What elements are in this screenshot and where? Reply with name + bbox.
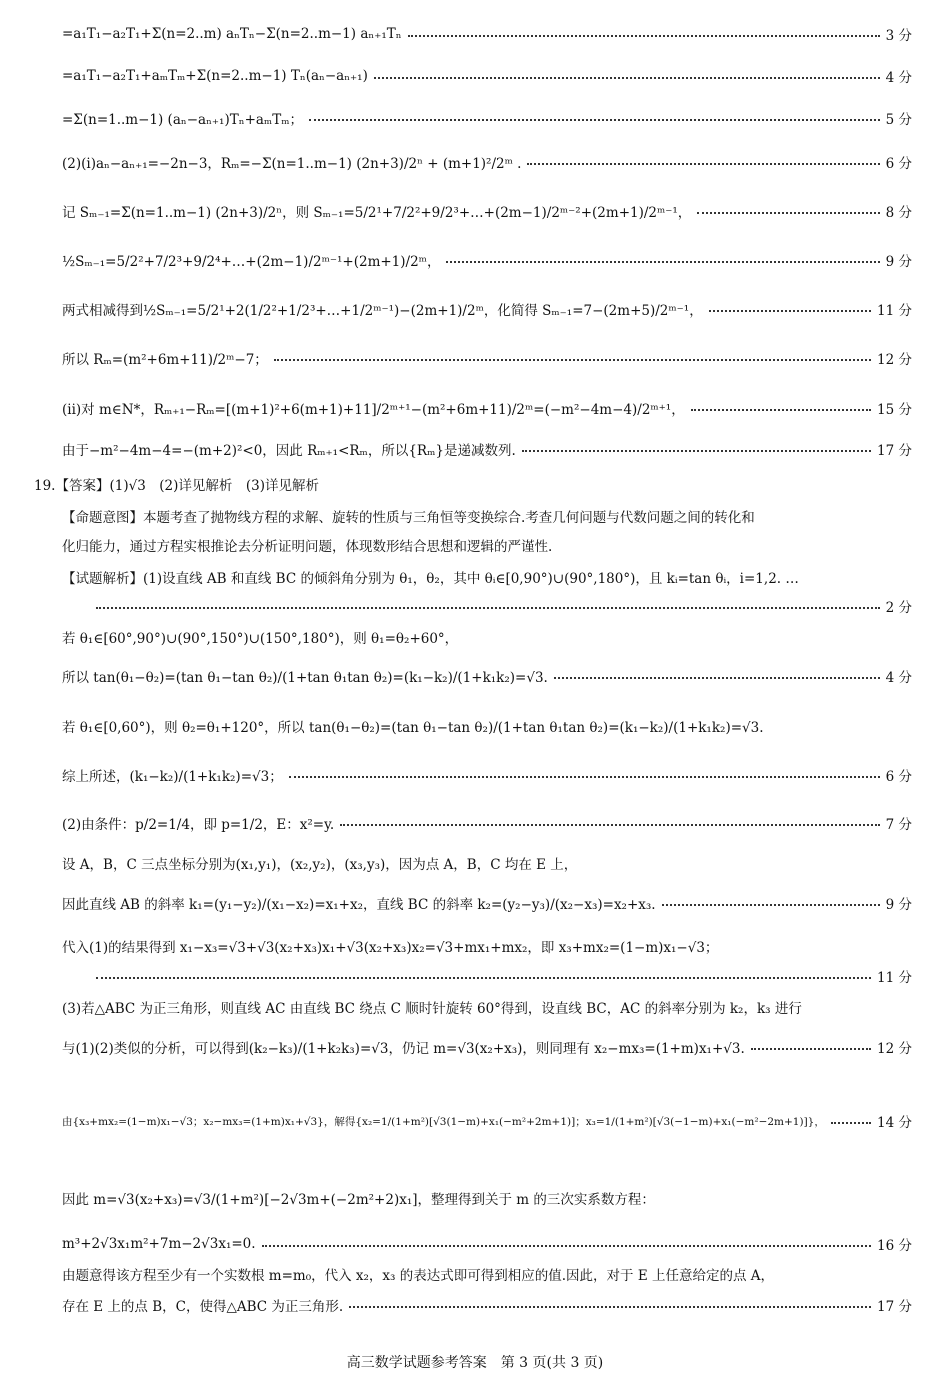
score-label: 11 分 [877, 970, 912, 986]
line-text: (2)(i)aₙ−aₙ₊₁=−2n−3，Rₘ=−Σ(n=1..m−1) (2n+3)/2ⁿ + (m+1)²/2ᵐ . [62, 156, 522, 172]
answer-line [62, 813, 912, 833]
score-label: 9 分 [885, 254, 912, 270]
line-text: 19.【答案】(1)√3 (2)详见解析 (3)详见解析 [34, 478, 320, 494]
answer-line [62, 108, 912, 128]
answer-line [62, 997, 912, 1017]
score-label: 14 分 [877, 1115, 912, 1131]
answer-line [62, 765, 912, 785]
leader-dots [96, 977, 871, 979]
leader-dots [662, 904, 880, 906]
answer-line [62, 936, 912, 956]
line-text: 因此直线 AB 的斜率 k₁=(y₁−y₂)/(x₁−x₂)=x₁+x₂，直线 BC 的斜率 k₂=(y₂−y₃)/(x₂−x₃)=x₂+x₃. [62, 897, 656, 913]
line-text: (ii)对 m∈N*，Rₘ₊₁−Rₘ=[(m+1)²+6(m+1)+11]/2ᵐ⁺¹−(m²+6m+11)/2ᵐ=(−m²−4m−4)/2ᵐ⁺¹， [62, 402, 685, 418]
score-label: 6 分 [885, 156, 912, 172]
answer-line [62, 1037, 912, 1057]
answer-line [62, 398, 912, 418]
score-label: 3 分 [885, 28, 912, 44]
line-text: 与(1)(2)类似的分析，可以得到(k₂−k₃)/(1+k₂k₃)=√3，仍记 m=√3(x₂+x₃)，则同理有 x₂−mx₃=(1+m)x₁+√3. [62, 1041, 745, 1057]
line-text: 化归能力，通过方程实根推论去分析证明问题，体现数形结合思想和逻辑的严谨性. [62, 539, 553, 555]
line-text: 因此 m=√3(x₂+x₃)=√3/(1+m²)[−2√3m+(−2m²+2)x₁]，整理得到关于 m 的三次实系数方程： [62, 1192, 655, 1208]
page-footer: 高三数学试题参考答案 第 3 页(共 3 页) [346, 1355, 604, 1371]
analysis-line [62, 567, 912, 587]
line-text: 所以 Rₘ=(m²+6m+11)/2ᵐ−7； [62, 352, 268, 368]
answer-line [90, 966, 912, 986]
line-text: m³+2√3x₁m²+7m−2√3x₁=0. [62, 1236, 256, 1252]
answer-line [62, 627, 912, 647]
score-label: 6 分 [885, 769, 912, 785]
score-label: 8 分 [885, 205, 912, 221]
leader-dots [751, 1048, 871, 1050]
leader-dots [691, 409, 871, 411]
leader-dots [349, 1306, 871, 1308]
answer-line [62, 348, 912, 368]
answer-line [62, 716, 912, 736]
answer-line [62, 66, 912, 86]
line-text: 综上所述，(k₁−k₂)/(1+k₁k₂)=√3； [62, 769, 283, 785]
line-text: 【命题意图】本题考查了抛物线方程的求解、旋转的性质与三角恒等变换综合.考查几何问题与代数问题之间的转化和 [62, 510, 755, 526]
intent-line [62, 535, 912, 555]
score-label: 17 分 [877, 1299, 912, 1315]
answer-line [62, 853, 912, 873]
line-text: 存在 E 上的点 B，C，使得△ABC 为正三角形. [62, 1299, 344, 1315]
score-label: 4 分 [885, 670, 912, 686]
intent-line [62, 506, 912, 526]
answer-line [62, 1264, 912, 1284]
leader-dots [697, 212, 879, 214]
answer-line [62, 152, 912, 172]
line-text: (2)由条件：p/2=1/4，即 p=1/2，E：x²=y. [62, 817, 335, 833]
leader-dots [408, 35, 880, 37]
leader-dots [527, 163, 879, 165]
answer-line [90, 596, 912, 616]
line-text: (3)若△ABC 为正三角形，则直线 AC 由直线 BC 绕点 C 顺时针旋转 60°得到，设直线 BC，AC 的斜率分别为 k₂，k₃ 进行 [62, 1001, 802, 1017]
leader-dots [374, 77, 880, 79]
leader-dots [709, 310, 871, 312]
line-text: =Σ(n=1..m−1) (aₙ−aₙ₊₁)Tₙ+aₘTₘ； [62, 112, 303, 128]
line-text: ½Sₘ₋₁=5/2²+7/2³+9/2⁴+…+(2m−1)/2ᵐ⁻¹+(2m+1)/2ᵐ， [62, 254, 441, 270]
answer-line [62, 299, 912, 319]
answer-line [62, 250, 912, 270]
line-text: 两式相减得到½Sₘ₋₁=5/2¹+2(1/2²+1/2³+…+1/2ᵐ⁻¹)−(2m+1)/2ᵐ，化简得 Sₘ₋₁=7−(2m+5)/2ᵐ⁻¹， [62, 303, 703, 319]
score-label: 12 分 [877, 352, 912, 368]
answer-line [62, 439, 912, 459]
question-19-answer [34, 474, 912, 494]
answer-line [62, 1111, 912, 1131]
answer-line [62, 1234, 912, 1254]
line-text: 由于−m²−4m−4=−(m+2)²<0，因此 Rₘ₊₁<Rₘ，所以{Rₘ}是递减数列. [62, 443, 516, 459]
line-text: 由题意得该方程至少有一个实数根 m=m₀，代入 x₂，x₃ 的表达式即可得到相应的值.因此，对于 E 上任意给定的点 A， [62, 1268, 775, 1284]
line-text: 设 A，B，C 三点坐标分别为(x₁,y₁)，(x₂,y₂)，(x₃,y₃)，因为点 A，B，C 均在 E 上， [62, 857, 578, 873]
line-text: 所以 tan(θ₁−θ₂)=(tan θ₁−tan θ₂)/(1+tan θ₁tan θ₂)=(k₁−k₂)/(1+k₁k₂)=√3. [62, 670, 548, 686]
line-text: 【试题解析】(1)设直线 AB 和直线 BC 的倾斜角分别为 θ₁，θ₂，其中 θᵢ∈[0,90°)∪(90°,180°)，且 kᵢ=tan θᵢ，i=1,2. … [62, 571, 799, 587]
score-label: 2 分 [885, 600, 912, 616]
leader-dots [262, 1245, 871, 1247]
score-label: 11 分 [877, 303, 912, 319]
answer-line [62, 893, 912, 913]
leader-dots [446, 261, 879, 263]
leader-dots [831, 1122, 871, 1124]
score-label: 9 分 [885, 897, 912, 913]
score-label: 7 分 [885, 817, 912, 833]
answer-line [62, 1188, 912, 1208]
answer-line [62, 666, 912, 686]
score-label: 16 分 [877, 1238, 912, 1254]
line-text: 代入(1)的结果得到 x₁−x₃=√3+√3(x₂+x₃)x₁+√3(x₂+x₃)x₂=√3+mx₁+mx₂，即 x₃+mx₂=(1−m)x₁−√3； [62, 940, 719, 956]
answer-line [62, 201, 912, 221]
leader-dots [554, 677, 880, 679]
leader-dots [274, 359, 871, 361]
answer-line [62, 24, 912, 44]
line-text: 若 θ₁∈[0,60°)，则 θ₂=θ₁+120°，所以 tan(θ₁−θ₂)=(tan θ₁−tan θ₂)/(1+tan θ₁tan θ₂)=(k₁−k₂)/(1+k₁k₂)=√3. [62, 720, 764, 736]
line-text: =a₁T₁−a₂T₁+aₘTₘ+Σ(n=2..m−1) Tₙ(aₙ−aₙ₊₁) [62, 68, 368, 84]
line-text: 由{x₃+mx₂=(1−m)x₁−√3；x₂−mx₃=(1+m)x₁+√3}，解得{x₂=1/(1+m²)[√3(1−m)+x₁(−m²+2m+1)]；x₃=1/(1+m²)[√3(−1−m)+x₁(−m²−2m+1)]}， [62, 1115, 825, 1128]
line-text: =a₁T₁−a₂T₁+Σ(n=2..m) aₙTₙ−Σ(n=2..m−1) aₙ₊₁Tₙ [62, 26, 402, 42]
score-label: 12 分 [877, 1041, 912, 1057]
answer-line [62, 1295, 912, 1315]
line-text: 记 Sₘ₋₁=Σ(n=1..m−1) (2n+3)/2ⁿ，则 Sₘ₋₁=5/2¹+7/2²+9/2³+…+(2m−1)/2ᵐ⁻²+(2m+1)/2ᵐ⁻¹， [62, 205, 692, 221]
line-text: 若 θ₁∈[60°,90°)∪(90°,150°)∪(150°,180°)，则 θ₁=θ₂+60°， [62, 631, 459, 647]
leader-dots [289, 776, 880, 778]
score-label: 5 分 [885, 112, 912, 128]
leader-dots [96, 607, 880, 609]
score-label: 15 分 [877, 402, 912, 418]
leader-dots [522, 450, 871, 452]
leader-dots [309, 119, 880, 121]
score-label: 17 分 [877, 443, 912, 459]
score-label: 4 分 [885, 70, 912, 86]
leader-dots [340, 824, 879, 826]
